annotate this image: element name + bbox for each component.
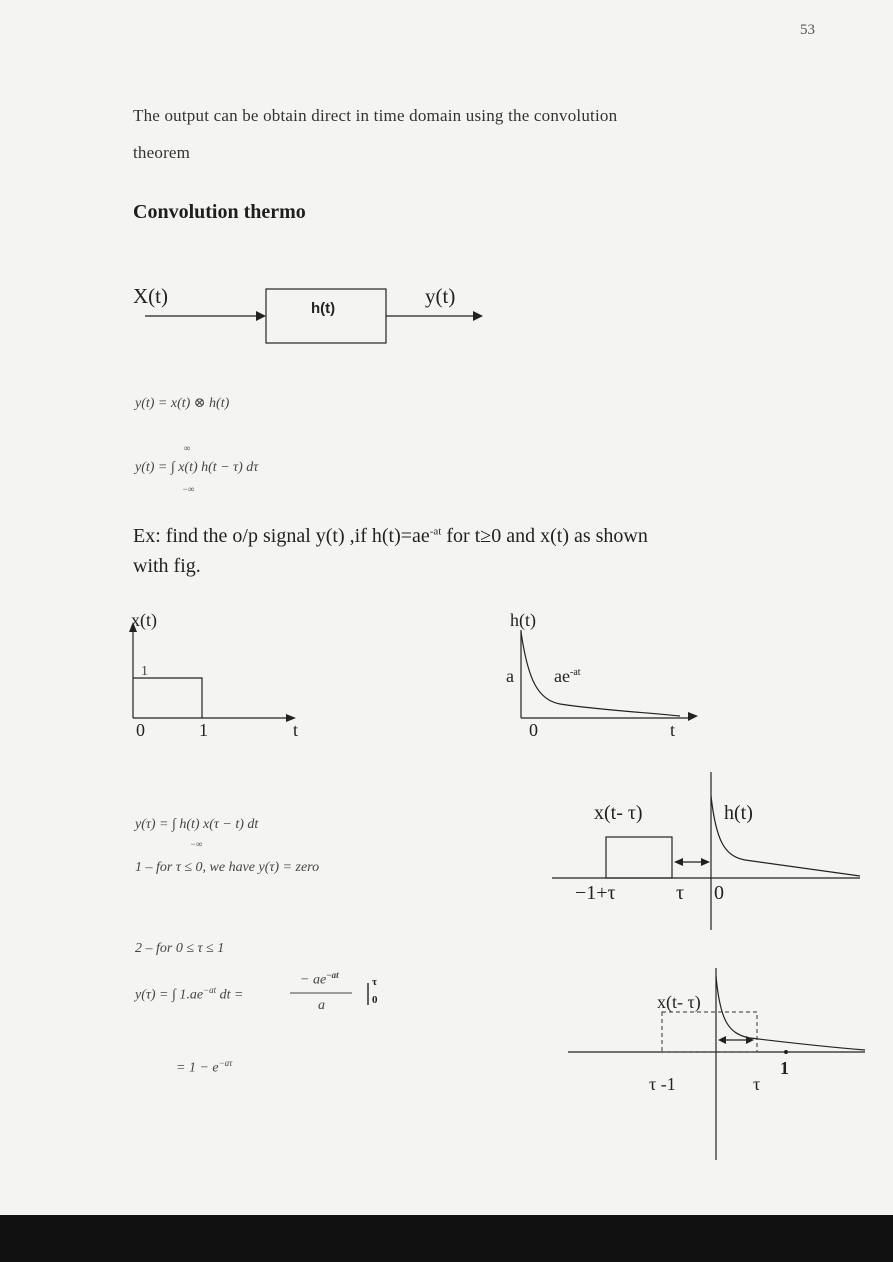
graph-case-2-unit-tick: 1: [780, 1058, 789, 1078]
graph-h-axis: t: [670, 720, 676, 740]
case-2-frac-num: − ae: [300, 972, 327, 988]
graph-case-1-right-edge: τ: [676, 882, 685, 904]
graph-case-1-shifted-label: x(t- τ): [594, 802, 643, 824]
graph-h-curve-base: ae: [554, 666, 570, 686]
case-2-eq-tail: dt =: [216, 987, 244, 1003]
graph-case-2-left-edge: τ -1: [649, 1074, 676, 1094]
block-output-label: y(t): [425, 284, 456, 308]
graph-x-title: x(t): [131, 610, 157, 630]
graph-case-1-h-label: h(t): [724, 802, 753, 824]
example-exponent: -at: [429, 525, 442, 538]
graph-x-level: 1: [141, 664, 148, 679]
graph-h-amplitude: a: [506, 666, 514, 686]
block-input-label: X(t): [133, 284, 168, 308]
equation-2-upper-limit: ∞: [184, 443, 191, 453]
graph-case-1-origin: 0: [714, 882, 724, 904]
graph-h-curve-sup: -at: [569, 667, 581, 678]
equation-3-lower-limit: −∞: [190, 839, 203, 849]
case-1-text: 1 – for τ ≤ 0, we have y(τ) = zero: [135, 860, 320, 875]
equation-1: y(t) = x(t) ⊗ h(t): [135, 396, 230, 411]
case-2-result-sup: −aτ: [218, 1058, 233, 1068]
graph-case-2-right-edge: τ: [753, 1074, 761, 1094]
block-box-label: h(t): [311, 300, 336, 317]
graph-x-tick: 1: [199, 720, 208, 740]
intro-line-1: The output can be obtain direct in time domain using the convolution: [133, 106, 618, 125]
graph-case-2-shifted-label: x(t- τ): [657, 992, 701, 1012]
equation-2-lower-limit: −∞: [182, 484, 195, 494]
scanner-bottom-edge: [0, 1215, 893, 1262]
case-2-limit-upper: τ: [372, 976, 378, 988]
example-line-2: with fig.: [133, 555, 201, 577]
case-2-eq-sup: −at: [203, 985, 217, 995]
equation-3: y(τ) = ∫ h(t) x(τ − t) dt: [135, 817, 259, 832]
graph-h-title: h(t): [510, 610, 536, 630]
graph-h-origin: 0: [529, 720, 538, 740]
example-text-b: for t≥0 and x(t) as shown: [441, 525, 648, 547]
example-text-a: Ex: find the o/p signal y(t) ,if h(t)=ae: [133, 525, 430, 547]
graph-x-axis: t: [293, 720, 299, 740]
case-2-title: 2 – for 0 ≤ τ ≤ 1: [135, 941, 225, 956]
graph-x-origin: 0: [136, 720, 145, 740]
page-number: 53: [800, 22, 815, 38]
case-2-frac-num-sup: −at: [326, 970, 339, 980]
case-2-eq-base: y(τ) = ∫ 1.ae: [135, 987, 204, 1003]
graph-case-1-left-edge: −1+τ: [575, 882, 616, 904]
equation-2: y(t) = ∫ x(t) h(t − τ) dτ: [135, 460, 259, 475]
case-2-limit-lower: 0: [372, 994, 378, 1006]
section-heading: Convolution thermo: [133, 201, 306, 223]
case-2-result-base: = 1 − e: [176, 1060, 219, 1076]
intro-line-2: theorem: [133, 143, 191, 162]
case-2-fraction-denominator: a: [318, 998, 325, 1013]
